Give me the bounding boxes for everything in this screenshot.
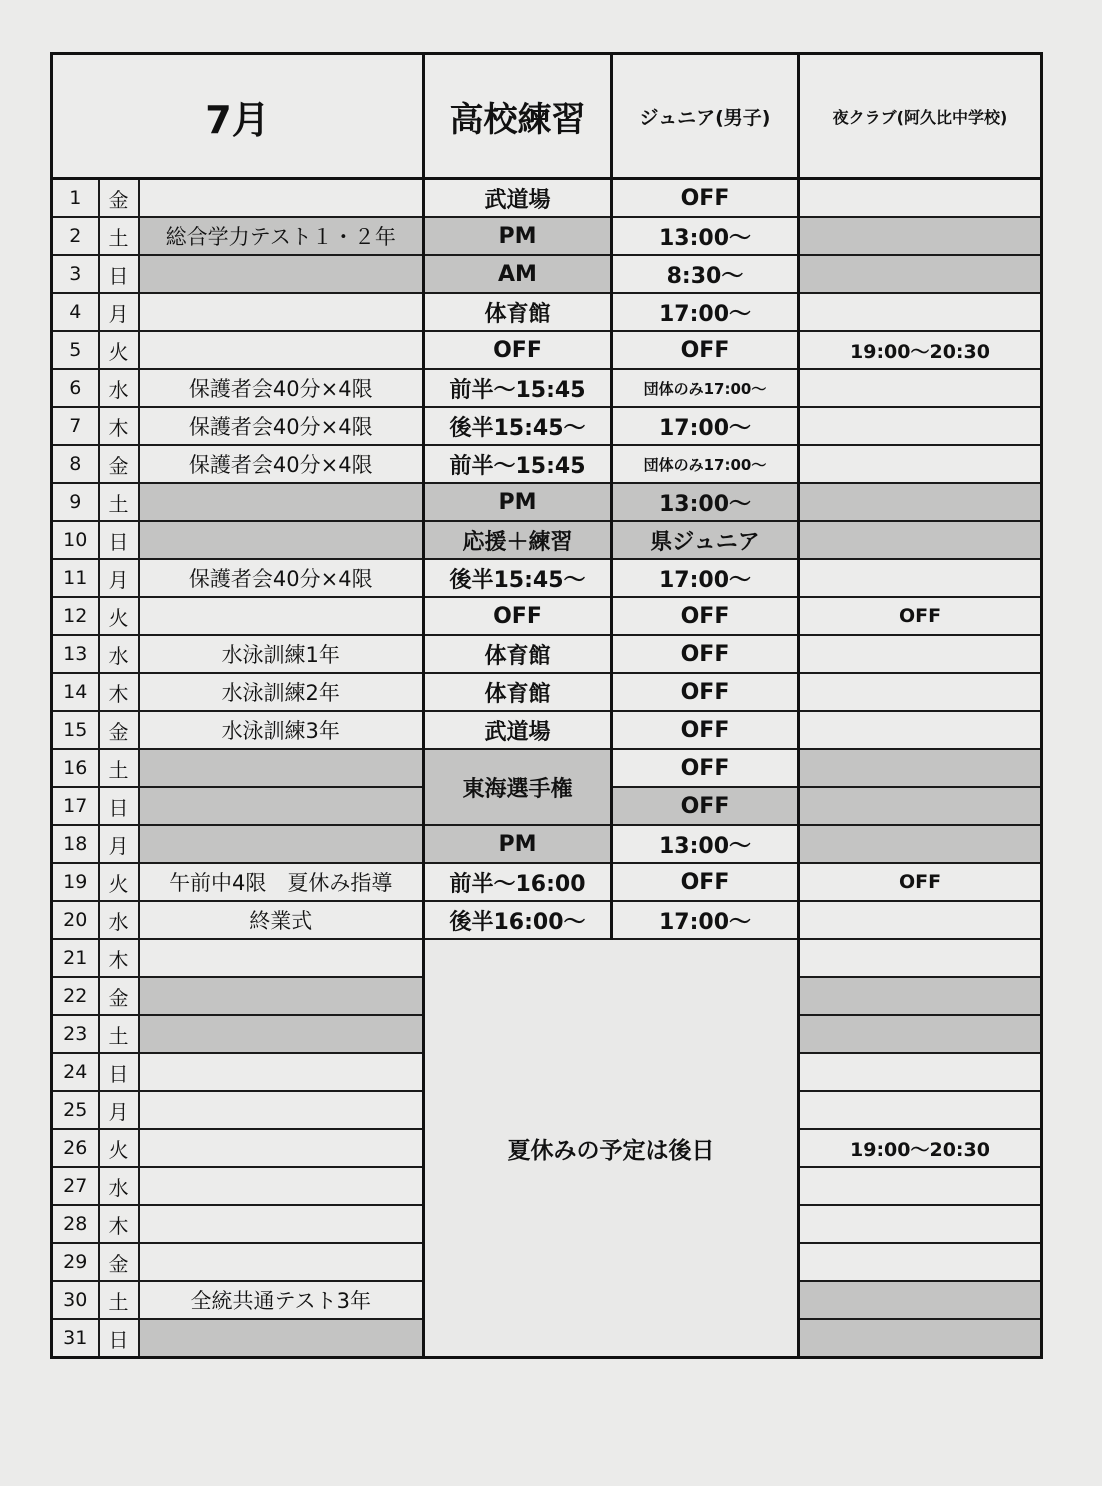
day-number: 26 bbox=[52, 1129, 99, 1167]
high-school-practice: 後半16:00〜 bbox=[424, 901, 612, 939]
high-school-practice: 体育館 bbox=[424, 635, 612, 673]
night-club-practice bbox=[799, 901, 1042, 939]
night-club-header: 夜クラブ(阿久比中学校) bbox=[799, 54, 1042, 179]
junior-practice: OFF bbox=[612, 863, 799, 901]
junior-header: ジュニア(男子) bbox=[612, 54, 799, 179]
month-title: 7月 bbox=[52, 54, 424, 179]
weekday: 日 bbox=[99, 787, 139, 825]
weekday: 土 bbox=[99, 483, 139, 521]
weekday: 木 bbox=[99, 939, 139, 977]
high-school-practice: 武道場 bbox=[424, 179, 612, 218]
schedule-row bbox=[52, 331, 1042, 369]
school-event: 保護者会40分×4限 bbox=[139, 445, 424, 483]
school-event bbox=[139, 939, 424, 977]
weekday: 土 bbox=[99, 1015, 139, 1053]
night-club-practice bbox=[799, 445, 1042, 483]
night-club-practice bbox=[799, 825, 1042, 863]
schedule-row bbox=[52, 559, 1042, 597]
schedule-row bbox=[52, 293, 1042, 331]
junior-practice: 13:00〜 bbox=[612, 217, 799, 255]
night-club-practice bbox=[799, 521, 1042, 559]
school-event: 保護者会40分×4限 bbox=[139, 369, 424, 407]
school-event bbox=[139, 521, 424, 559]
night-club-practice bbox=[799, 673, 1042, 711]
weekday: 日 bbox=[99, 255, 139, 293]
school-event bbox=[139, 1205, 424, 1243]
day-number: 8 bbox=[52, 445, 99, 483]
weekday: 水 bbox=[99, 1167, 139, 1205]
junior-practice: OFF bbox=[612, 597, 799, 635]
junior-practice: OFF bbox=[612, 749, 799, 787]
night-club-practice bbox=[799, 635, 1042, 673]
school-event bbox=[139, 331, 424, 369]
school-event bbox=[139, 255, 424, 293]
school-event bbox=[139, 1129, 424, 1167]
school-event bbox=[139, 1167, 424, 1205]
weekday: 火 bbox=[99, 1129, 139, 1167]
night-club-practice bbox=[799, 369, 1042, 407]
high-school-practice: 後半15:45〜 bbox=[424, 559, 612, 597]
day-number: 25 bbox=[52, 1091, 99, 1129]
night-club-practice bbox=[799, 1091, 1042, 1129]
school-event: 全統共通テスト3年 bbox=[139, 1281, 424, 1319]
day-number: 13 bbox=[52, 635, 99, 673]
night-club-practice bbox=[799, 1205, 1042, 1243]
weekday: 日 bbox=[99, 1053, 139, 1091]
weekday: 月 bbox=[99, 825, 139, 863]
junior-practice: 団体のみ17:00〜 bbox=[612, 445, 799, 483]
junior-practice: OFF bbox=[612, 673, 799, 711]
school-event: 午前中4限 夏休み指導 bbox=[139, 863, 424, 901]
night-club-practice bbox=[799, 1053, 1042, 1091]
high-school-practice: OFF bbox=[424, 597, 612, 635]
night-club-practice bbox=[799, 977, 1042, 1015]
school-event bbox=[139, 825, 424, 863]
night-club-practice bbox=[799, 559, 1042, 597]
schedule-row bbox=[52, 179, 1042, 218]
day-number: 18 bbox=[52, 825, 99, 863]
high-school-practice: AM bbox=[424, 255, 612, 293]
schedule-row bbox=[52, 217, 1042, 255]
day-number: 24 bbox=[52, 1053, 99, 1091]
day-number: 20 bbox=[52, 901, 99, 939]
school-event: 終業式 bbox=[139, 901, 424, 939]
school-event: 保護者会40分×4限 bbox=[139, 559, 424, 597]
night-club-practice bbox=[799, 749, 1042, 787]
weekday: 土 bbox=[99, 217, 139, 255]
school-event: 水泳訓練2年 bbox=[139, 673, 424, 711]
junior-practice: OFF bbox=[612, 179, 799, 218]
weekday: 水 bbox=[99, 369, 139, 407]
schedule-row bbox=[52, 863, 1042, 901]
day-number: 7 bbox=[52, 407, 99, 445]
weekday: 金 bbox=[99, 977, 139, 1015]
schedule-row bbox=[52, 521, 1042, 559]
day-number: 1 bbox=[52, 179, 99, 218]
night-club-practice bbox=[799, 1243, 1042, 1281]
weekday: 火 bbox=[99, 597, 139, 635]
high-school-practice: PM bbox=[424, 217, 612, 255]
weekday: 土 bbox=[99, 1281, 139, 1319]
header-row bbox=[52, 54, 1042, 179]
summer-note: 夏休みの予定は後日 bbox=[424, 939, 799, 1358]
night-club-practice bbox=[799, 939, 1042, 977]
night-club-practice bbox=[799, 1319, 1042, 1358]
school-event: 水泳訓練3年 bbox=[139, 711, 424, 749]
school-event: 水泳訓練1年 bbox=[139, 635, 424, 673]
night-club-practice bbox=[799, 179, 1042, 218]
day-number: 4 bbox=[52, 293, 99, 331]
schedule-row bbox=[52, 597, 1042, 635]
weekday: 火 bbox=[99, 863, 139, 901]
school-event bbox=[139, 749, 424, 787]
day-number: 30 bbox=[52, 1281, 99, 1319]
schedule-row bbox=[52, 825, 1042, 863]
night-club-practice bbox=[799, 293, 1042, 331]
day-number: 27 bbox=[52, 1167, 99, 1205]
day-number: 9 bbox=[52, 483, 99, 521]
junior-practice: 13:00〜 bbox=[612, 825, 799, 863]
school-event bbox=[139, 1319, 424, 1358]
weekday: 木 bbox=[99, 673, 139, 711]
schedule-row bbox=[52, 369, 1042, 407]
high-school-practice: 武道場 bbox=[424, 711, 612, 749]
school-event bbox=[139, 1053, 424, 1091]
high-school-practice: OFF bbox=[424, 331, 612, 369]
day-number: 21 bbox=[52, 939, 99, 977]
junior-practice: 団体のみ17:00〜 bbox=[612, 369, 799, 407]
junior-practice: 17:00〜 bbox=[612, 407, 799, 445]
high-school-practice: 応援＋練習 bbox=[424, 521, 612, 559]
weekday: 月 bbox=[99, 1091, 139, 1129]
night-club-practice bbox=[799, 217, 1042, 255]
school-event bbox=[139, 1243, 424, 1281]
weekday: 金 bbox=[99, 711, 139, 749]
weekday: 水 bbox=[99, 901, 139, 939]
day-number: 23 bbox=[52, 1015, 99, 1053]
junior-practice: OFF bbox=[612, 635, 799, 673]
night-club-practice bbox=[799, 483, 1042, 521]
school-event: 保護者会40分×4限 bbox=[139, 407, 424, 445]
schedule-row bbox=[52, 939, 1042, 977]
schedule-row bbox=[52, 255, 1042, 293]
schedule-row bbox=[52, 483, 1042, 521]
day-number: 17 bbox=[52, 787, 99, 825]
weekday: 水 bbox=[99, 635, 139, 673]
day-number: 12 bbox=[52, 597, 99, 635]
school-event bbox=[139, 597, 424, 635]
schedule-row bbox=[52, 711, 1042, 749]
junior-practice: OFF bbox=[612, 711, 799, 749]
day-number: 10 bbox=[52, 521, 99, 559]
night-club-practice bbox=[799, 711, 1042, 749]
night-club-practice bbox=[799, 1167, 1042, 1205]
day-number: 11 bbox=[52, 559, 99, 597]
day-number: 14 bbox=[52, 673, 99, 711]
night-club-practice bbox=[799, 787, 1042, 825]
weekday: 火 bbox=[99, 331, 139, 369]
schedule-table bbox=[50, 52, 1043, 1359]
schedule-row bbox=[52, 635, 1042, 673]
school-event bbox=[139, 179, 424, 218]
night-club-practice bbox=[799, 1015, 1042, 1053]
day-number: 31 bbox=[52, 1319, 99, 1358]
high-school-practice: 体育館 bbox=[424, 293, 612, 331]
day-number: 16 bbox=[52, 749, 99, 787]
junior-practice: 17:00〜 bbox=[612, 901, 799, 939]
weekday: 日 bbox=[99, 1319, 139, 1358]
school-event bbox=[139, 1091, 424, 1129]
junior-practice: 17:00〜 bbox=[612, 293, 799, 331]
high-school-practice: 前半〜15:45 bbox=[424, 445, 612, 483]
day-number: 29 bbox=[52, 1243, 99, 1281]
night-club-practice: OFF bbox=[799, 863, 1042, 901]
junior-practice: OFF bbox=[612, 331, 799, 369]
day-number: 15 bbox=[52, 711, 99, 749]
schedule-row bbox=[52, 407, 1042, 445]
day-number: 19 bbox=[52, 863, 99, 901]
weekday: 木 bbox=[99, 407, 139, 445]
weekday: 金 bbox=[99, 179, 139, 218]
weekday: 木 bbox=[99, 1205, 139, 1243]
weekday: 月 bbox=[99, 559, 139, 597]
high-school-header: 高校練習 bbox=[424, 54, 612, 179]
school-event: 総合学力テスト１・２年 bbox=[139, 217, 424, 255]
day-number: 6 bbox=[52, 369, 99, 407]
night-club-practice: 19:00〜20:30 bbox=[799, 1129, 1042, 1167]
school-event bbox=[139, 977, 424, 1015]
junior-practice: OFF bbox=[612, 787, 799, 825]
school-event bbox=[139, 483, 424, 521]
high-school-practice: PM bbox=[424, 483, 612, 521]
high-school-practice: 後半15:45〜 bbox=[424, 407, 612, 445]
weekday: 日 bbox=[99, 521, 139, 559]
high-school-practice: 体育館 bbox=[424, 673, 612, 711]
night-club-practice: 19:00〜20:30 bbox=[799, 331, 1042, 369]
day-number: 2 bbox=[52, 217, 99, 255]
high-school-practice: 東海選手権 bbox=[424, 749, 612, 825]
schedule-row bbox=[52, 901, 1042, 939]
schedule-row bbox=[52, 445, 1042, 483]
night-club-practice bbox=[799, 407, 1042, 445]
weekday: 月 bbox=[99, 293, 139, 331]
day-number: 3 bbox=[52, 255, 99, 293]
junior-practice: 県ジュニア bbox=[612, 521, 799, 559]
weekday: 土 bbox=[99, 749, 139, 787]
weekday: 金 bbox=[99, 1243, 139, 1281]
school-event bbox=[139, 293, 424, 331]
junior-practice: 13:00〜 bbox=[612, 483, 799, 521]
night-club-practice: OFF bbox=[799, 597, 1042, 635]
junior-practice: 8:30〜 bbox=[612, 255, 799, 293]
school-event bbox=[139, 1015, 424, 1053]
night-club-practice bbox=[799, 255, 1042, 293]
high-school-practice: 前半〜15:45 bbox=[424, 369, 612, 407]
day-number: 5 bbox=[52, 331, 99, 369]
school-event bbox=[139, 787, 424, 825]
high-school-practice: 前半〜16:00 bbox=[424, 863, 612, 901]
schedule-row bbox=[52, 673, 1042, 711]
schedule-row bbox=[52, 749, 1042, 787]
junior-practice: 17:00〜 bbox=[612, 559, 799, 597]
day-number: 22 bbox=[52, 977, 99, 1015]
day-number: 28 bbox=[52, 1205, 99, 1243]
high-school-practice: PM bbox=[424, 825, 612, 863]
weekday: 金 bbox=[99, 445, 139, 483]
night-club-practice bbox=[799, 1281, 1042, 1319]
